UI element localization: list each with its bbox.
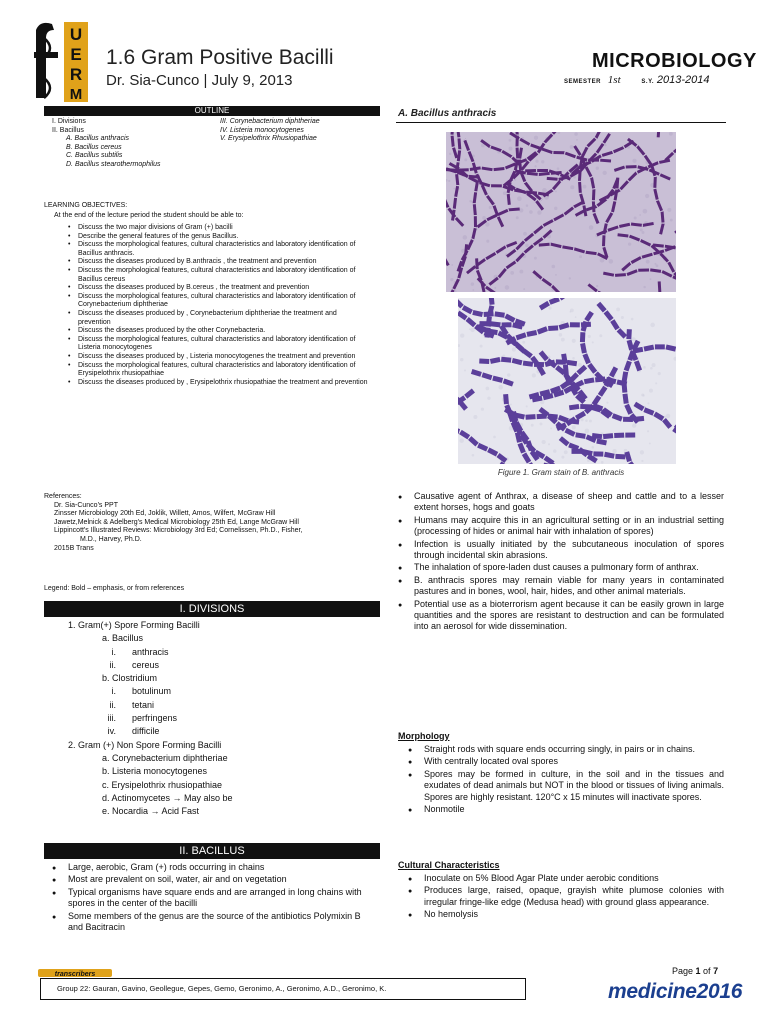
outline-column-1 xyxy=(52,118,222,170)
list-item: ● The inhalation of spore-laden dust causes a pulmonary form of anthrax. xyxy=(398,562,724,573)
list-item: • Discuss the morphological features, cultural characteristics and laboratory identification of Bacillus anthracis. xyxy=(68,241,368,258)
list-item: ● Produces large, raised, opaque, grayish white plumose colonies with irregular fringe-like edge (Medusa head) with ground glass appearance. xyxy=(408,885,724,908)
subject-heading: MICROBIOLOGY xyxy=(592,50,757,72)
outline-item: I. Divisions xyxy=(52,118,86,125)
group-members-box: Group 22: Gauran, Gavino, Geollegue, Gepes, Gemo, Geronimo, A., Geronimo, A.D., Geronimo, K. xyxy=(40,978,526,1000)
reference-item: 2015B Trans xyxy=(54,544,94,552)
svg-text:U: U xyxy=(69,25,83,44)
list-item: ● Humans may acquire this in an agricultural setting or in an industrial setting (processing of hides or animal hair with inhalation of spores) xyxy=(398,515,724,538)
outline-item: III. Corynebacterium diphtheriae xyxy=(220,118,320,125)
micrograph-image-1 xyxy=(446,132,676,292)
reference-item: Dr. Sia-Cunco's PPT xyxy=(54,501,118,509)
objectives-intro: At the end of the lecture period the student should be able to: xyxy=(54,212,244,219)
brand-logo: medicine2016 xyxy=(608,980,743,1003)
list-item: • Discuss the morphological features, cultural characteristics and laboratory identification of Corynebacterium diphtheriae xyxy=(68,293,368,310)
division-item: ii. tetani xyxy=(109,699,155,710)
svg-text:M: M xyxy=(69,86,83,103)
section-a-rule xyxy=(396,122,726,123)
divisions-list xyxy=(44,619,374,818)
sy-label: S.Y. xyxy=(641,79,655,85)
legend-note: Legend: Bold – emphasis, or from references xyxy=(44,585,185,592)
divisions-header: I. DIVISIONS xyxy=(44,601,380,617)
list-item: • Discuss the diseases produced by , Corynebacterium diphtheriae the treatment and prevention xyxy=(68,310,368,327)
division-item: b. Listeria monocytogenes xyxy=(102,766,208,777)
reference-item: Jawetz,Melnick & Adelberg's Medical Microbiology 25th Ed, Lange McGraw Hill xyxy=(54,518,299,526)
svg-text:R: R xyxy=(69,65,83,84)
list-item: • Discuss the morphological features, cultural characteristics and laboratory identification of Listeria monocytogenes xyxy=(68,336,368,353)
outline-item: B. Bacillus cereus xyxy=(66,143,122,151)
outline-item: IV. Listeria monocytogenes xyxy=(220,126,304,134)
division-item: a. Bacillus xyxy=(102,633,144,644)
list-item: ● Spores may be formed in culture, in the soil and in the tissues and exudates of dead animals but NOT in the blood or tissues of living animals. Spores are highly resistant. 120°C x 15 minutes will inactivate spores. xyxy=(408,769,724,803)
uerm-logo xyxy=(30,18,92,104)
division-item: i. botulinum xyxy=(111,686,172,697)
reference-item: Zinsser Microbiology 20th Ed, Joklik, Willett, Amos, Wilfert, McGraw Hill xyxy=(54,510,276,518)
reference-item: Lippincott's Illustrated Reviews: Microbiology 3rd Ed; Cornelissen, Ph.D., Fisher, xyxy=(54,527,303,535)
bacillus-list xyxy=(52,862,374,934)
division-item: a. Corynebacterium diphtheriae xyxy=(102,752,228,763)
list-item: ● Infection is usually initiated by the subcutaneous inoculation of spores through incidental skin abrasions. xyxy=(398,539,724,562)
document-title: 1.6 Gram Positive Bacilli xyxy=(106,46,334,69)
outline-item: D. Bacillus stearothermophilus xyxy=(66,160,161,168)
list-item: ● Typical organisms have square ends and are arranged in long chains with spores in the center of the bacilli xyxy=(52,887,374,910)
division-item: iv. difficile xyxy=(107,726,160,737)
list-item: ● B. anthracis spores may remain viable for many years in contaminated pastures and in bones, wool, hair, hides, and other animal materials. xyxy=(398,575,724,598)
list-item: • Discuss the morphological features, cultural characteristics and laboratory identification of Bacillus cereus xyxy=(68,267,368,284)
list-item: • Discuss the diseases produced by the other Corynebacteria. xyxy=(68,327,368,336)
cultural-list xyxy=(408,873,724,922)
anthracis-list xyxy=(398,491,724,634)
morphology-heading: Morphology xyxy=(398,731,450,741)
bacillus-header: II. BACILLUS xyxy=(44,843,380,859)
list-item: • Discuss the two major divisions of Gram (+) bacilli xyxy=(68,224,368,233)
division-item: i. anthracis xyxy=(111,646,169,657)
outline-item: A. Bacillus anthracis xyxy=(66,135,130,143)
outline-item: V. Erysipelothrix Rhusiopathiae xyxy=(220,135,317,143)
list-item: ● Potential use as a bioterrorism agent because it can be easily grown in large quantities and the spores are resistant to destruction and can be formulated into an aerosol for wide dissemination. xyxy=(398,599,724,633)
list-item: ● Most are prevalent on soil, water, air and on vegetation xyxy=(52,874,374,885)
list-item: ● Inoculate on 5% Blood Agar Plate under aerobic conditions xyxy=(408,873,724,884)
list-item: • Discuss the diseases produced by , Erysipelothrix rhusiopathiae the treatment and prevention xyxy=(68,379,368,388)
reference-item: M.D., Harvey, Ph.D. xyxy=(80,535,142,543)
outline-item: II. Bacillus xyxy=(52,126,84,134)
division-item: iii. perfringens xyxy=(107,713,178,724)
figure-caption: Figure 1. Gram stain of B. anthracis xyxy=(497,468,625,477)
page-number: Page 1 of 7 xyxy=(672,966,719,976)
division-item: d. Actinomycetes → May also be xyxy=(102,792,233,803)
list-item: • Discuss the diseases produced by , Listeria monocytogenes the treatment and prevention xyxy=(68,353,368,362)
references-title: References: xyxy=(44,493,82,500)
section-a-title: A. Bacillus anthracis xyxy=(398,108,497,119)
references xyxy=(44,493,374,553)
division-item: b. Clostridium xyxy=(102,673,158,684)
document-subtitle: Dr. Sia-Cunco | July 9, 2013 xyxy=(106,72,293,89)
division-item: ii. cereus xyxy=(109,659,160,670)
division-item: c. Erysipelothrix rhusiopathiae xyxy=(102,779,223,790)
list-item: ● Straight rods with square ends occurring singly, in pairs or in chains. xyxy=(408,744,724,755)
list-item: • Discuss the diseases produced by B.cereus , the treatment and prevention xyxy=(68,284,368,293)
list-item: ● Large, aerobic, Gram (+) rods occurring in chains xyxy=(52,862,374,873)
outline-body xyxy=(52,118,382,192)
division-item: 2. Gram (+) Non Spore Forming Bacilli xyxy=(68,739,222,750)
list-item: ● No hemolysis xyxy=(408,909,724,920)
micrograph-image-2 xyxy=(458,298,676,464)
division-item: e. Nocardia → Acid Fast xyxy=(102,806,200,817)
outline-item: C. Bacillus subtilis xyxy=(66,152,123,160)
semester-label: SEMESTER xyxy=(564,79,602,85)
svg-text:E: E xyxy=(70,45,82,64)
outline-header: OUTLINE xyxy=(44,106,380,116)
semester-row xyxy=(564,74,710,86)
sy-value: 2013-2014 xyxy=(656,74,710,86)
objectives-list xyxy=(68,224,368,387)
svg-text:transcribers: transcribers xyxy=(54,971,96,978)
list-item: ● Nonmotile xyxy=(408,804,724,815)
list-item: • Describe the general features of the genus Bacillus. xyxy=(68,233,368,242)
semester-value: 1st xyxy=(607,74,621,86)
cultural-heading: Cultural Characteristics xyxy=(398,860,500,870)
list-item: ● Some members of the genus are the source of the antibiotics Polymixin B and Bacitracin xyxy=(52,911,374,934)
list-item: • Discuss the morphological features, cultural characteristics and laboratory identification of Erysipelothrix rhusiopathiae xyxy=(68,362,368,379)
list-item: ● With centrally located oval spores xyxy=(408,756,724,767)
transcribers-banner xyxy=(38,965,112,978)
list-item: ● Causative agent of Anthrax, a disease of sheep and cattle and to a lesser extent horses, hogs and goats xyxy=(398,491,724,514)
list-item: • Discuss the diseases produced by B.anthracis , the treatment and prevention xyxy=(68,258,368,267)
division-item: 1. Gram(+) Spore Forming Bacilli xyxy=(68,620,200,630)
morphology-list xyxy=(408,744,724,816)
outline-column-2 xyxy=(220,118,380,144)
objectives-title: LEARNING OBJECTIVES: xyxy=(44,202,128,209)
